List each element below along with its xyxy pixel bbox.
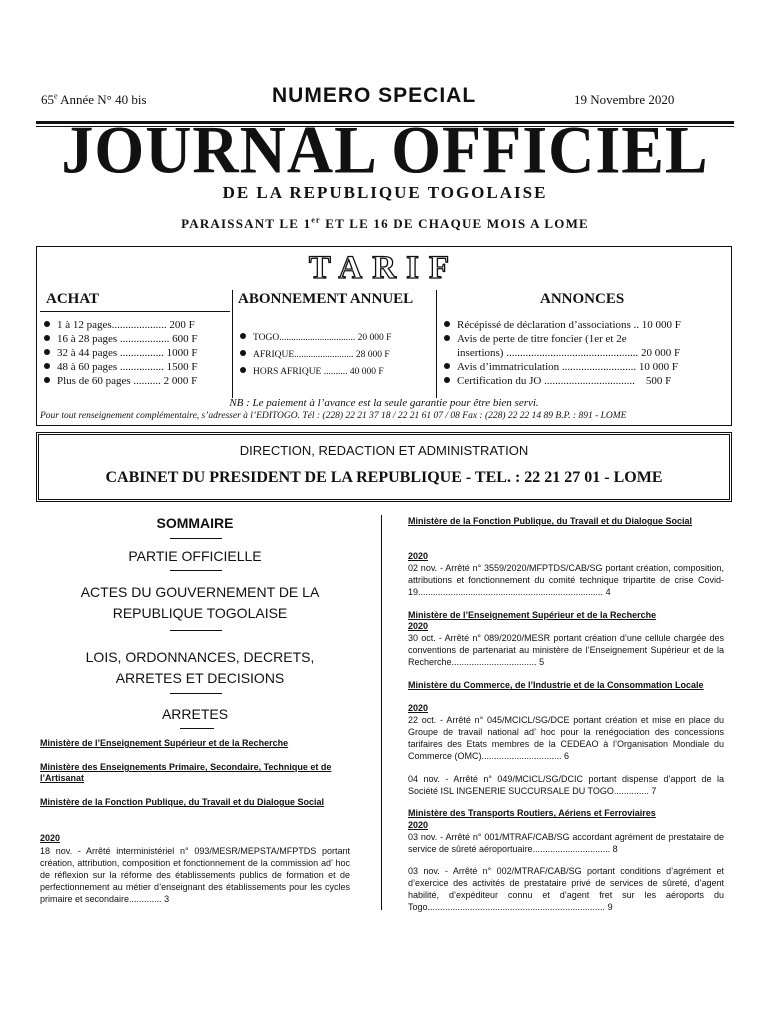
list-item: 32 à 44 pages ................ 1000 F	[44, 346, 198, 360]
special-edition-label: NUMERO SPECIAL	[272, 84, 477, 107]
annonces-heading: ANNONCES	[540, 291, 625, 307]
payment-note: NB : Le paiement à l’avance est la seule garantie pour être bien servi.	[229, 397, 539, 409]
abonnement-list	[240, 330, 391, 381]
achat-list	[44, 318, 198, 388]
annonces-list	[444, 318, 681, 388]
bullet-icon	[44, 335, 50, 341]
page-number: 9	[607, 902, 613, 912]
entry-year: 2020	[408, 621, 429, 631]
bullet-icon	[44, 349, 50, 355]
actes-heading: ACTES DU GOUVERNEMENT DE LA REPUBLIQUE TOGOLAISE	[80, 584, 320, 621]
page-number: 3	[164, 894, 170, 904]
arretes-heading: ARRETES	[161, 706, 229, 722]
issue-date: 19 Novembre 2020	[574, 92, 675, 107]
list-item: Avis de perte de titre foncier (1er et 2e	[444, 332, 681, 346]
journal-title: JOURNAL OFFICIEL	[61, 111, 709, 188]
list-item: 16 à 28 pages .................. 600 F	[44, 332, 198, 346]
issue-number: 65e Année N° 40 bis	[41, 91, 147, 107]
sommaire-title: SOMMAIRE	[156, 515, 234, 531]
bullet-icon	[240, 350, 246, 356]
bullet-icon	[44, 321, 50, 327]
bullet-icon	[444, 363, 450, 369]
list-item: AFRIQUE......................... 28 000 F	[240, 347, 391, 364]
list-item: HORS AFRIQUE .......... 40 000 F	[240, 364, 391, 381]
column-divider	[381, 515, 382, 910]
list-item: 1 à 12 pages.................... 200 F	[44, 318, 198, 332]
contact-info: Pour tout renseignement complémentaire, s’adresser à l’EDITOGO. Tél : (228) 22 21 37 18 / 22 21 61 07 / 08 Fax : (228) 22 22 14 89 B.P. : 891 - LOME	[40, 411, 627, 421]
entry-text: 30 oct. - Arrêté n° 089/2020/MESR portant création d’une cellule chargée des conventions de partenariat au ministère de l’Enseignement Supérieur et de la Recherche.................................. 5	[408, 633, 724, 667]
achat-rule	[40, 311, 230, 312]
partie-officielle: PARTIE OFFICIELLE	[128, 548, 262, 564]
bullet-icon	[44, 363, 50, 369]
bullet-icon	[444, 335, 450, 341]
ministry-title: Ministère de l’Enseignement Supérieur et de la Recherche	[408, 610, 657, 620]
page-number: 8	[612, 844, 618, 854]
list-item: Récépissé de déclaration d’associations .. 10 000 F	[444, 318, 681, 332]
page-number: 5	[539, 657, 545, 667]
journal-subtitle: DE LA REPUBLIQUE TOGOLAISE	[222, 183, 548, 202]
lois-rule	[170, 693, 222, 694]
entry-text: 04 nov. - Arrêté n° 049/MCICL/SG/DCIC portant dispense d’apport de la Société ISL INGENERIE SUCCURSALE DU TOGO.............. 7	[408, 774, 724, 796]
tarif-divider-1	[232, 290, 233, 398]
lois-heading: LOIS, ORDONNANCES, DECRETS, ARRETES ET DECISIONS	[85, 649, 315, 686]
ministry-title: Ministère de l’Enseignement Supérieur et de la Recherche	[40, 738, 289, 748]
entry-text: 03 nov. - Arrêté n° 002/MTRAF/CAB/SG portant conditions d’agrément et d’exercice des activités de prestataire privé de services de sûreté, d’agent habilité, d’expéditeur connu et d’agent fret sur les aéroports du Togo....................................................................... 9	[408, 866, 724, 912]
list-item: 48 à 60 pages ................ 1500 F	[44, 360, 198, 374]
tarif-title: TARIF	[308, 250, 460, 286]
bullet-icon	[444, 377, 450, 383]
entry-text: 02 nov. - Arrêté n° 3559/2020/MFPTDS/CAB/SG portant création, composition, attributions et fonctionnement du comité technique tripartite de crise Covid-19.......................................................................... 4	[408, 563, 724, 597]
page-number: 4	[605, 587, 611, 597]
page-number: 6	[564, 751, 570, 761]
entry-text: 22 oct. - Arrêté n° 045/MCICL/SG/DCE portant création et mise en place du Groupe de travail national ad’ hoc pour la renégociation des concessions tarifaires des Etats membres de la CEDEAO à l’Organisation Mondiale du Commerce (OMC)................................ 6	[408, 715, 724, 761]
bullet-icon	[444, 321, 450, 327]
achat-heading: ACHAT	[46, 291, 100, 307]
list-item: Avis d’immatriculation ........................... 10 000 F	[444, 360, 681, 374]
arretes-rule	[180, 728, 214, 729]
entry-year: 2020	[408, 703, 429, 713]
entry-year: 2020	[408, 551, 429, 561]
tarif-divider-2	[436, 290, 437, 398]
abonnement-heading: ABONNEMENT ANNUEL	[238, 291, 414, 307]
ministry-title: Ministère des Enseignements Primaire, Secondaire, Technique et de l’Artisanat	[40, 762, 332, 783]
ministry-title: Ministère des Transports Routiers, Aériens et Ferroviaires	[408, 808, 656, 818]
sommaire-rule	[170, 538, 222, 539]
actes-rule	[170, 630, 222, 631]
ministry-title: Ministère de la Fonction Publique, du Travail et du Dialogue Social	[40, 797, 325, 807]
list-item: Certification du JO ................................. 500 F	[444, 374, 681, 388]
ministry-title: Ministère de la Fonction Publique, du Travail et du Dialogue Social	[408, 516, 693, 526]
bullet-icon	[240, 367, 246, 373]
bullet-icon	[240, 333, 246, 339]
bullet-icon	[44, 377, 50, 383]
entry-text: 03 nov. - Arrêté n° 001/MTRAF/CAB/SG accordant agrément de prestataire de service de sûreté aéroportuaire............................... 8	[408, 832, 724, 854]
list-item: Plus de 60 pages .......... 2 000 F	[44, 374, 198, 388]
list-item: TOGO................................ 20 000 F	[240, 330, 391, 347]
entry-year: 2020	[408, 820, 429, 830]
list-item: insertions) ................................................ 20 000 F	[457, 347, 681, 359]
partie-rule	[170, 570, 222, 571]
ministry-title: Ministère du Commerce, de l’Industrie et de la Consommation Locale	[408, 680, 704, 690]
direction-line: DIRECTION, REDACTION ET ADMINISTRATION	[239, 443, 529, 458]
entry-text: 18 nov. - Arrêté interministériel n° 093/MESR/MEPSTA/MFPTDS portant création, attribution, composition et fonctionnement de la commission ad’ hoc de réflexion sur la réforme des établissements publics de formation et de perfectionnement au métier d’enseignant des établissements pour les cycles primaire et secondaire............. 3	[40, 846, 350, 904]
cabinet-line: CABINET DU PRESIDENT DE LA REPUBLIQUE - TEL. : 22 21 27 01 - LOME	[105, 469, 663, 486]
entry-year: 2020	[40, 833, 61, 843]
publication-frequency: PARAISSANT LE 1er ET LE 16 DE CHAQUE MOIS A LOME	[181, 215, 589, 231]
page-number: 7	[651, 786, 657, 796]
